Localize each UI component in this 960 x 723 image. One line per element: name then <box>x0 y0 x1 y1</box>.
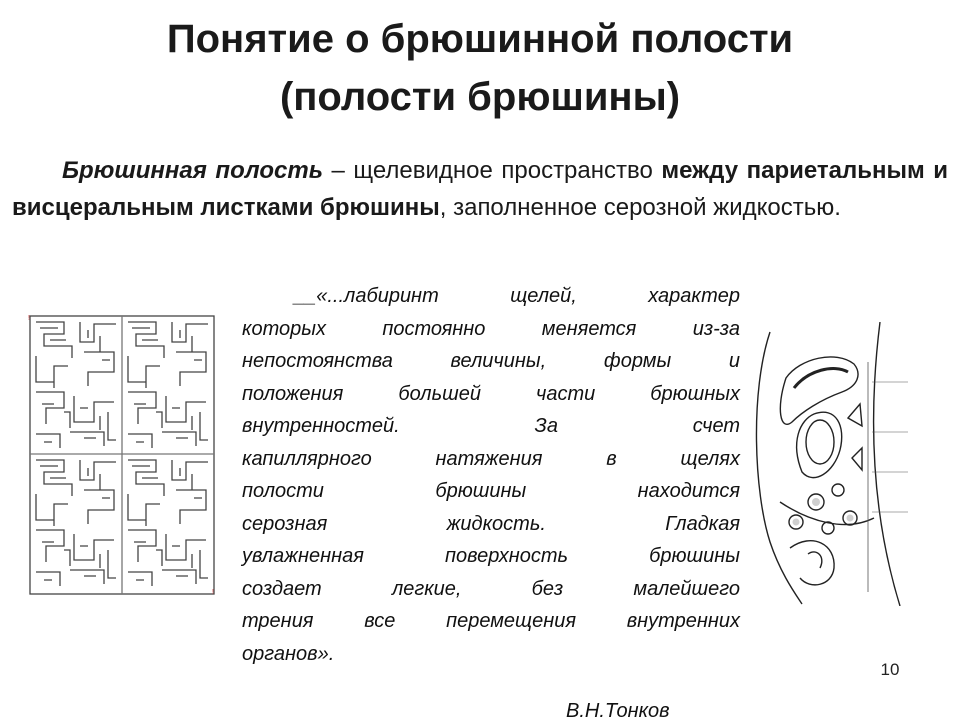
definition-bold-between: между <box>661 157 739 184</box>
definition-term: Брюшинная полость <box>62 157 323 184</box>
definition-dash-text: – щелевидное пространство <box>322 157 662 184</box>
quote-line: __«...лабиринт щелей, характер <box>294 285 740 307</box>
maze-illustration <box>24 312 220 598</box>
quote-block <box>242 280 740 670</box>
quote-line: серозная жидкость. Гладкая <box>242 512 740 535</box>
svg-text:!: ! <box>212 589 214 596</box>
quote-line: увлажненная поверхность брюшины <box>242 545 740 567</box>
svg-text:!: ! <box>28 315 30 322</box>
quote-line: непостоянства величины, формы и <box>242 350 740 372</box>
quote-line: трения все перемещения внутренних <box>242 610 740 632</box>
definition-paragraph <box>12 152 948 226</box>
quote-line: органов». <box>242 642 335 665</box>
abdominal-cross-section-drawing <box>750 322 910 606</box>
quote-line: которых постоянно меняется из-за <box>242 317 740 340</box>
quote-line: создает легкие, без малейшего <box>242 577 740 600</box>
slide-title <box>0 10 960 126</box>
quote-author: В.Н.Тонков <box>566 700 670 722</box>
definition-rest: , заполненное серозной жидкостью. <box>439 194 841 221</box>
definition-bold-leaves: париетальным и висцеральным листками брюшины <box>12 157 949 221</box>
slide-number: 10 <box>880 660 900 679</box>
quote-line: полости брюшины находится <box>242 480 740 502</box>
title-line-1: Понятие о брюшинной полости <box>166 17 794 61</box>
quote-line: капиллярного натяжения в щелях <box>242 447 740 470</box>
quote-line: внутренностей. За счет <box>242 415 740 437</box>
quote-line: положения большей части брюшных <box>242 382 740 405</box>
title-line-2: (полости брюшины) <box>279 75 681 119</box>
